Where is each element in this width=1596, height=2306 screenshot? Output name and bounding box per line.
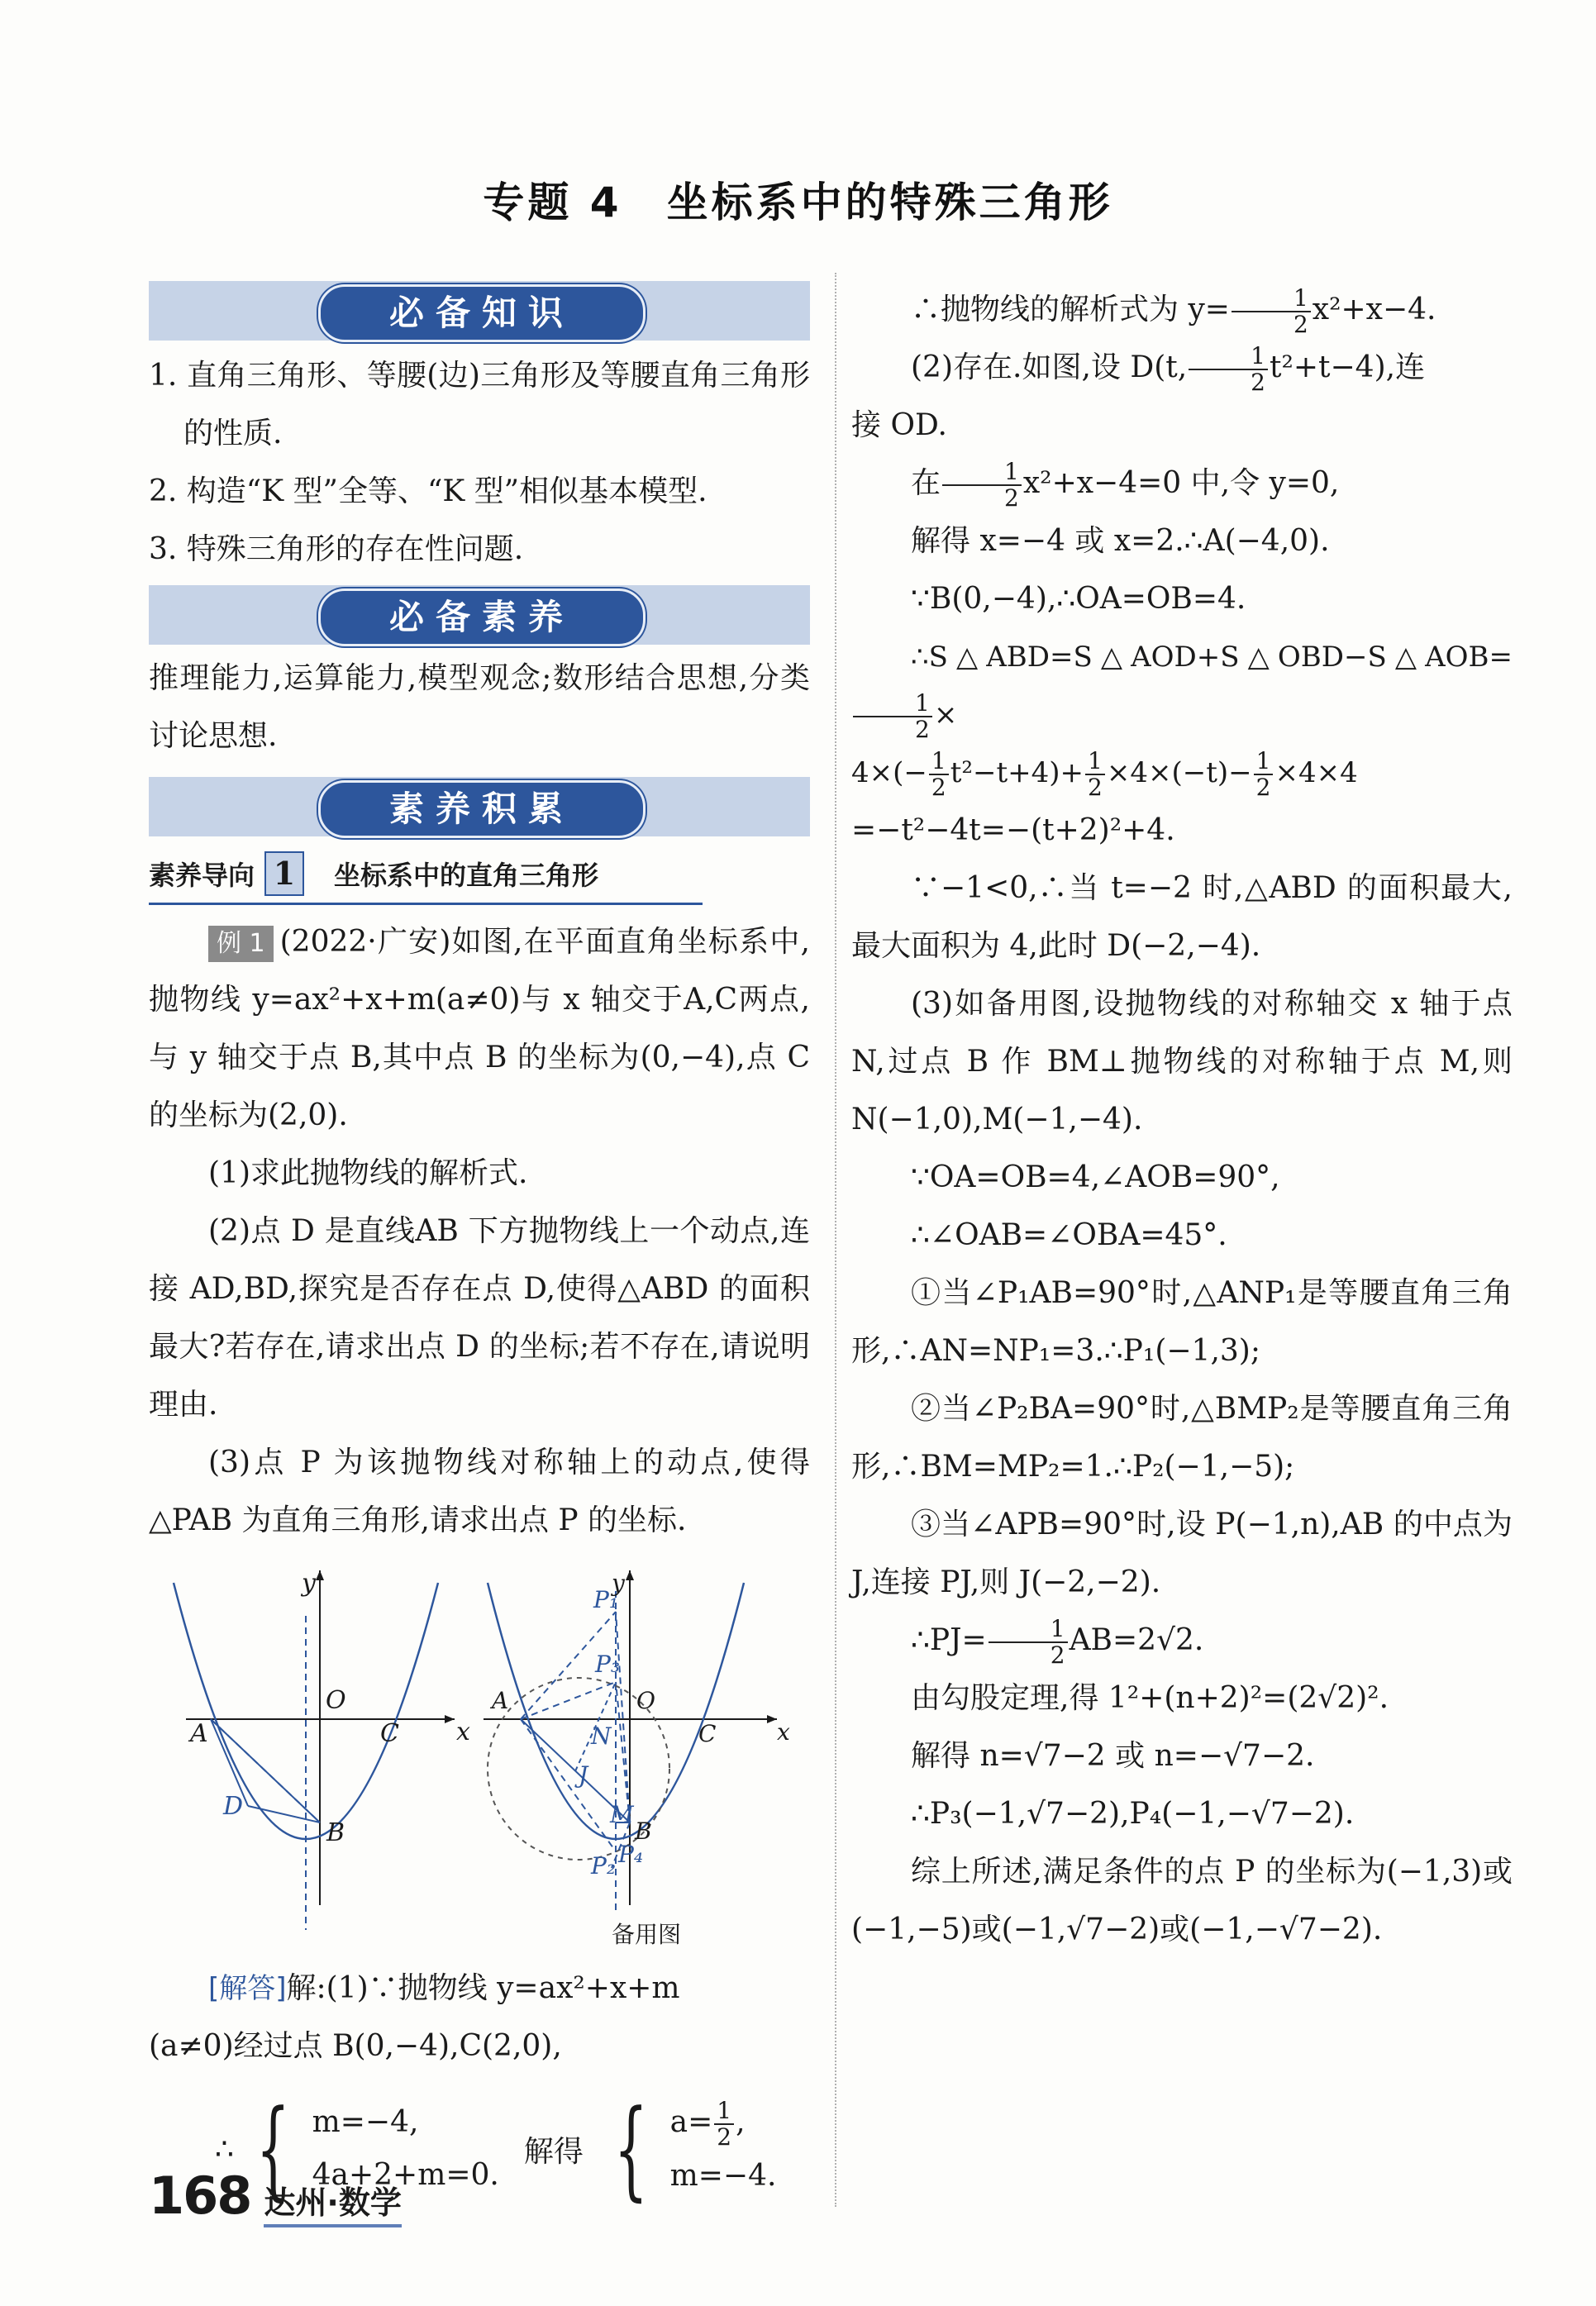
footer-label: 达州·数学	[264, 2177, 401, 2227]
solution-line: ∴抛物线的解析式为 y= $\frac{1}{2}$ x²+x−4.	[911, 284, 1436, 338]
system-eq: m=−4,	[312, 2105, 419, 2139]
x-axis-arrow-icon	[445, 1715, 455, 1723]
label-d: D	[223, 1792, 244, 1821]
label-a: A	[492, 1687, 509, 1714]
label-c: C	[698, 1720, 717, 1747]
solution-line: ①当∠P₁AB=90°时,△ANP₁是等腰直角三角形,∴AN=NP₁=3.∴P₁(−1,3);	[851, 1276, 1513, 1368]
answer-line-1	[149, 1960, 810, 2018]
guide-number: 1	[264, 851, 304, 896]
system-right: a= $\frac{1}{2}$ , m=−4.	[670, 2096, 777, 2203]
fraction: $\frac{1}{2}$	[1189, 344, 1268, 395]
system-eq: 4a+2+m=0.	[312, 2158, 499, 2192]
question-2: (2)点 D 是直线AB 下方抛物线上一个动点,连接 AD,BD,探究是否存在点 D,使得△ABD 的面积最大?若存在,请求出点 D 的坐标;若不存在,请说明理由.	[149, 1214, 810, 1422]
banner-label: 必备知识	[318, 284, 646, 342]
answer-tag: [解答]	[208, 1972, 287, 2005]
solution-line: (2)存在.如图,设 D(t, $\frac{1}{2}$ t²+t−4),连	[911, 342, 1426, 396]
figure-main	[174, 1570, 455, 1930]
fraction: $\frac{1}{2}$	[942, 460, 1022, 511]
label-x: x	[777, 1718, 790, 1746]
solution-line: ②当∠P₂BA=90°时,△BMP₂是等腰直角三角形,∴BM=MP₂=1.∴P₂(−1,−5);	[851, 1392, 1513, 1484]
label-a: A	[190, 1719, 208, 1748]
fraction: $\frac{1}{2}$	[853, 691, 932, 742]
label-p4: P₄	[618, 1841, 644, 1868]
label-m: M	[610, 1801, 634, 1828]
literacy-text: 推理能力,运算能力,模型观念;数形结合思想,分类讨论思想.	[149, 661, 810, 753]
label-j: J	[579, 1761, 588, 1789]
page-number: 168	[149, 2165, 251, 2226]
segment-bd	[248, 1806, 320, 1822]
label-o: O	[326, 1686, 346, 1715]
knowledge-item: 2. 构造“K 型”全等、“K 型”相似基本模型.	[149, 474, 707, 508]
equation-system: ∴ { m=−4, 4a+2+m=0. 解得 { a= $\frac{1}{2}$ , m=−4.	[215, 2086, 777, 2212]
solution-line: 在 $\frac{1}{2}$ x²+x−4=0 中,令 y=0,	[911, 458, 1340, 512]
solution-line: ∴PJ= $\frac{1}{2}$ AB=2√2.	[911, 1615, 1204, 1669]
label-y: y	[302, 1569, 316, 1598]
x-axis-arrow-icon	[767, 1715, 777, 1723]
solution-line: ∵−1<0,∴当 t=−2 时,△ABD 的面积最大,最大面积为 4,此时 D(−2,−4).	[851, 871, 1513, 963]
solution-line: 4×(− $\frac{1}{2}$ t²−t+4)+ $\frac{1}{2}$ ×4×(−t)− $\frac{1}{2}$ ×4×4	[851, 747, 1358, 801]
example-tag: 例 1	[208, 926, 274, 962]
fraction: $\frac{1}{2}$	[989, 1617, 1068, 1668]
label-c: C	[380, 1719, 399, 1748]
solution-line: =−t²−4t=−(t+2)²+4.	[851, 813, 1175, 847]
solution-line: ③当∠APB=90°时,设 P(−1,n),AB 的中点为 J,连接 PJ,则 J(−2,−2).	[851, 1508, 1513, 1599]
label-y: y	[612, 1570, 625, 1597]
answer-lead: 解:(1)∵抛物线 y=ax²+x+m	[286, 1971, 680, 2005]
brace-icon: {	[255, 2086, 290, 2212]
knowledge-item: 3. 特殊三角形的存在性问题.	[149, 532, 524, 566]
fraction: $\frac{1}{2}$	[714, 2099, 734, 2150]
fraction: $\frac{1}{2}$	[1085, 749, 1105, 800]
banner-label: 必备素养	[318, 588, 646, 646]
y-axis-arrow-icon	[626, 1570, 634, 1580]
parabola-figures	[149, 1566, 810, 1955]
label-p1: P₁	[593, 1586, 619, 1613]
solution-line: 综上所述,满足条件的点 P 的坐标为(−1,3)或(−1,−5)或(−1,√7−2)或(−1,−√7−2).	[851, 1855, 1513, 1946]
section-banner-accumulation	[149, 777, 810, 836]
right-column	[851, 281, 1513, 1959]
solution-line: ∵OA=OB=4,∠AOB=90°,	[911, 1160, 1280, 1194]
figure-area	[149, 1566, 810, 1955]
question-1: (1)求此抛物线的解析式.	[208, 1156, 528, 1190]
solution-line: ∴∠OAB=∠OBA=45°.	[911, 1218, 1227, 1252]
solve-label: 解得	[523, 2134, 584, 2169]
label-x: x	[456, 1718, 470, 1746]
example-text: (2022·广安)如图,在平面直角坐标系中,抛物线 y=ax²+x+m(a≠0)与 x 轴交于A,C两点,与 y 轴交于点 B,其中点 B 的坐标为(0,−4),点 C 的坐标为(2,0).	[149, 925, 810, 1132]
brace-icon: {	[613, 2086, 648, 2212]
label-p2: P₂	[591, 1852, 617, 1880]
label-b: B	[326, 1818, 345, 1847]
banner-label: 素养积累	[318, 780, 646, 838]
column-divider	[835, 273, 836, 2207]
y-axis-arrow-icon	[316, 1570, 324, 1580]
solution-line: ∴S△ABD=S△AOD+S△OBD−S△AOB= $\frac{1}{2}$ ×	[851, 628, 1513, 744]
fraction: $\frac{1}{2}$	[1232, 286, 1311, 337]
system-eq: m=−4.	[669, 2158, 777, 2193]
left-column	[149, 281, 810, 2211]
section-banner-literacy	[149, 585, 810, 645]
section-banner-knowledge	[149, 281, 810, 341]
solution-line: (3)如备用图,设抛物线的对称轴交 x 轴于点 N,过点 B 作 BM⊥抛物线的对称轴于点 M,则 N(−1,0),M(−1,−4).	[851, 987, 1513, 1136]
solution-line: 解得 n=√7−2 或 n=−√7−2.	[911, 1739, 1315, 1773]
solution-line: ∴P₃(−1,√7−2),P₄(−1,−√7−2).	[911, 1797, 1355, 1831]
guide-title: 坐标系中的直角三角形	[334, 860, 599, 891]
example-problem	[149, 913, 810, 1145]
page-footer	[149, 2165, 402, 2227]
fraction: $\frac{1}{2}$	[929, 749, 949, 800]
segment-bp1	[616, 1612, 630, 1822]
solution-line: 接 OD.	[851, 408, 947, 442]
segment-ap3	[521, 1682, 616, 1719]
solution-line: 由勾股定理,得 1²+(n+2)²=(2√2)².	[911, 1681, 1389, 1715]
guide-label: 素养导向	[149, 860, 255, 891]
answer-line-2: (a≠0)经过点 B(0,−4),C(2,0),	[149, 2029, 562, 2063]
fraction: $\frac{1}{2}$	[1254, 749, 1274, 800]
question-3: (3)点 P 为该抛物线对称轴上的动点,使得△PAB 为直角三角形,请求出点 P 的坐标.	[149, 1446, 810, 1537]
guide-heading	[149, 845, 703, 905]
knowledge-item: 1. 直角三角形、等腰(边)三角形及等腰直角三角形的性质.	[149, 359, 810, 450]
page-title: 专题 4 坐标系中的特殊三角形	[483, 179, 1113, 226]
solution-line: ∵B(0,−4),∴OA=OB=4.	[911, 582, 1246, 616]
solution-line: 解得 x=−4 或 x=2.∴A(−4,0).	[911, 524, 1330, 558]
figure-caption: 备用图	[612, 1921, 682, 1948]
label-n: N	[591, 1722, 612, 1750]
label-p3: P₃	[595, 1651, 621, 1678]
label-o: O	[636, 1687, 655, 1714]
label-b: B	[635, 1818, 652, 1845]
